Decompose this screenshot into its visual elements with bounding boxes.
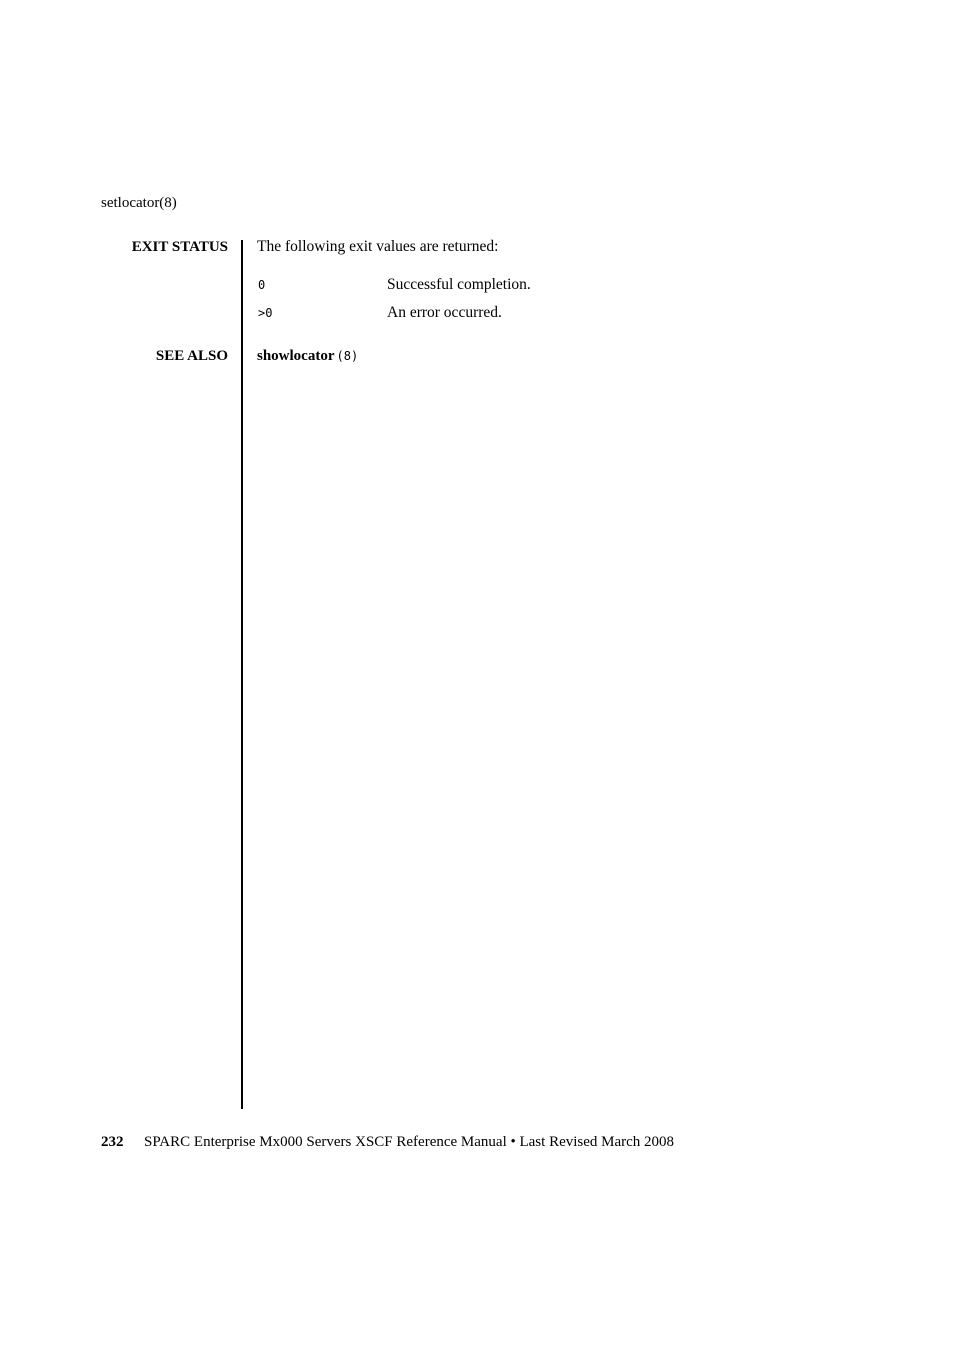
see-also-reference [257, 347, 358, 365]
exit-status-heading: EXIT STATUS [131, 239, 228, 255]
page-number: 232 [101, 1134, 124, 1150]
exit-value-code: >0 [258, 306, 273, 320]
exit-value-code: 0 [258, 278, 266, 292]
see-also-command: showlocator [257, 348, 335, 364]
footer-text: SPARC Enterprise Mx000 Servers XSCF Reference Manual • Last Revised March 2008 [144, 1134, 675, 1150]
see-also-section: (8) [336, 349, 359, 363]
exit-status-intro: The following exit values are returned: [257, 238, 499, 255]
change-bar [241, 240, 243, 1109]
page-footer [101, 1133, 674, 1151]
exit-value-description: Successful completion. [387, 276, 531, 293]
exit-value-description: An error occurred. [387, 304, 502, 321]
see-also-heading: SEE ALSO [155, 348, 228, 364]
running-header: setlocator(8) [101, 195, 177, 211]
